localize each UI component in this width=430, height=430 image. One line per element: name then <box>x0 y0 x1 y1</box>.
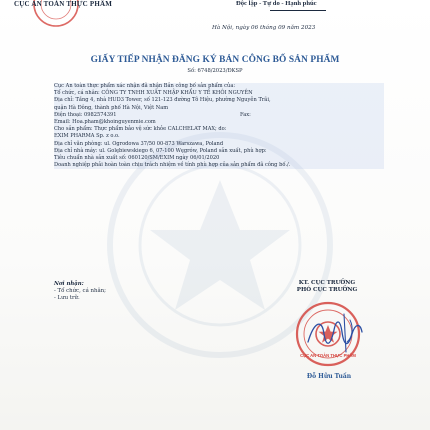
commitment-line: Doanh nghiệp phải hoàn toàn chịu trách nhiệm về tính phù hợp của sản phẩm đã công bố./. <box>54 162 384 169</box>
contact-row <box>54 112 384 119</box>
national-motto <box>236 0 326 11</box>
document-title: GIẤY TIẾP NHẬN ĐĂNG KÝ BẢN CÔNG BỐ SẢN PHẨM <box>90 55 340 65</box>
fax-number: Fax: <box>240 111 251 118</box>
intro-line: Cục An toàn thực phẩm xác nhận đã nhận Bản công bố sản phẩm của: <box>54 83 384 90</box>
document-body <box>54 83 384 169</box>
stamp-text: CỤC AN TOÀN THỰC PHẨM <box>300 353 356 358</box>
sign-title-1: KT. CỤC TRƯỞNG <box>298 280 356 286</box>
address-line-2: quận Hà Đông, thành phố Hà Nội, Việt Nam <box>54 105 384 112</box>
recipient-item: - Lưu trữ. <box>54 295 80 302</box>
motto-underline <box>270 10 326 11</box>
signer-name: Đỗ Hữu Tuấn <box>306 373 352 380</box>
product-line: Cho sản phẩm: Thực phẩm bảo vệ sức khỏe CALCHELAT MAX; do: <box>54 126 384 133</box>
phone-number: Điện thoại: 0982574391 <box>54 111 117 118</box>
recipients-block <box>54 281 106 303</box>
recipient-item: - Tổ chức, cá nhân; <box>54 288 106 295</box>
handwritten-signature-icon <box>300 312 370 356</box>
address-line-1: Địa chỉ: Tầng 4, nhà HUD3 Tower, số 121-123 đường Tô Hiệu, phường Nguyễn Trãi, <box>54 97 384 104</box>
signature-titles <box>272 280 382 295</box>
email-line: Email: Hoa.pham@khoinguyenmie.com <box>54 119 384 126</box>
issue-date: Hà Nội, ngày 06 tháng 09 năm 2023 <box>212 25 316 31</box>
office-address: Địa chỉ văn phòng: ul. Ogrodowa 37/50 00-873 Warszawa, Poland <box>54 141 384 148</box>
issuing-agency: CỤC AN TOÀN THỰC PHẨM <box>14 0 113 8</box>
sign-title-2: PHÓ CỤC TRƯỞNG <box>296 287 358 294</box>
standard-line: Tiêu chuẩn nhà sản xuất số: 060120/SM/EXIM ngày 06/01/2020 <box>54 155 384 162</box>
motto-text: Độc lập - Tự do - Hạnh phúc <box>236 0 317 7</box>
manufacturer-name: EXIM PHARMA Sp. z o.o. <box>54 133 384 140</box>
document-number: Số: 6748/2023/ĐKSP <box>187 68 243 74</box>
factory-address: Địa chỉ nhà máy: ul. Golębiewskiego 6, 07-100 Węgrów, Poland sản xuất, phù hợp: <box>54 148 384 155</box>
recipients-label: Nơi nhận: <box>54 281 84 287</box>
organization-name: Tổ chức, cá nhân: CÔNG TY TNHH XUẤT NHẬP KHẨU Y TẾ KHÔI NGUYÊN <box>54 90 384 97</box>
